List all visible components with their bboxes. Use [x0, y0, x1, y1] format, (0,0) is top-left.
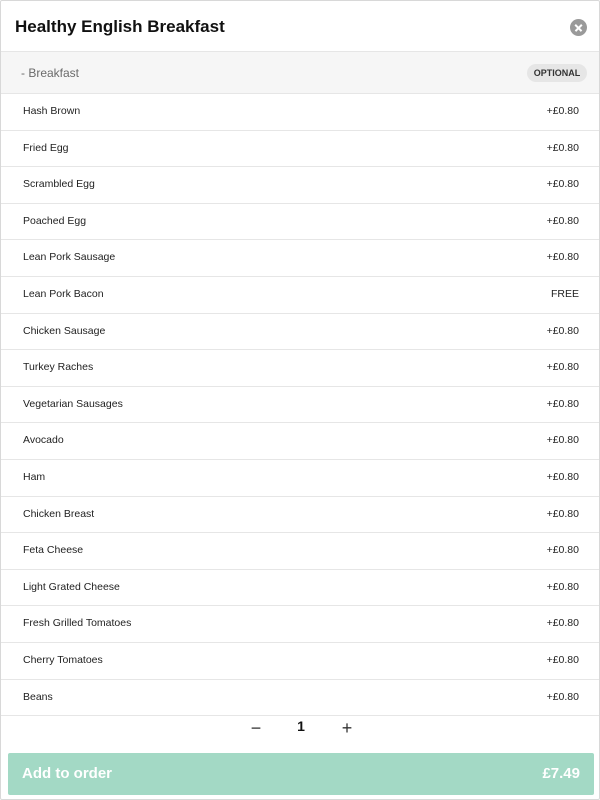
- order-total: £7.49: [542, 765, 580, 782]
- item-price: +£0.80: [546, 105, 579, 117]
- item-name: Fresh Grilled Tomatoes: [23, 617, 132, 630]
- item-name: Chicken Sausage: [23, 324, 106, 337]
- item-name: Poached Egg: [23, 214, 87, 227]
- item-name: Fried Egg: [23, 141, 69, 154]
- item-name: Beans: [23, 690, 53, 703]
- list-item[interactable]: [1, 460, 599, 497]
- item-name: Feta Cheese: [23, 544, 84, 557]
- item-price: +£0.80: [546, 251, 579, 264]
- list-item[interactable]: [1, 350, 599, 387]
- list-item[interactable]: [1, 240, 599, 277]
- list-item[interactable]: [1, 570, 599, 607]
- list-item[interactable]: [1, 167, 599, 204]
- item-name: Hash Brown: [23, 105, 81, 117]
- list-item[interactable]: [1, 643, 599, 680]
- item-name: Ham: [23, 470, 46, 483]
- list-item[interactable]: [1, 314, 599, 351]
- list-item[interactable]: [1, 387, 599, 424]
- item-name: Vegetarian Sausages: [23, 397, 123, 410]
- close-icon[interactable]: [570, 19, 587, 36]
- item-name: Scrambled Egg: [23, 178, 95, 191]
- item-price: +£0.80: [546, 361, 579, 374]
- decrement-button[interactable]: −: [250, 718, 262, 738]
- optional-badge: OPTIONAL: [527, 64, 587, 82]
- modal-header: [1, 1, 599, 52]
- item-name: Cherry Tomatoes: [23, 653, 103, 666]
- item-name: Lean Pork Sausage: [23, 251, 116, 264]
- item-price: +£0.80: [546, 507, 579, 520]
- item-price: +£0.80: [546, 178, 579, 191]
- list-item[interactable]: [1, 533, 599, 570]
- list-item[interactable]: [1, 680, 599, 717]
- item-price: +£0.80: [546, 617, 579, 630]
- page-title: Healthy English Breakfast: [15, 17, 225, 36]
- item-price: +£0.80: [546, 214, 579, 227]
- item-name: Avocado: [23, 434, 64, 447]
- list-item[interactable]: [1, 131, 599, 168]
- item-price: +£0.80: [546, 653, 579, 666]
- item-price: FREE: [550, 287, 579, 300]
- increment-button[interactable]: +: [341, 718, 353, 738]
- add-to-order-label: Add to order: [22, 765, 112, 782]
- item-price: +£0.80: [546, 580, 579, 593]
- item-price: +£0.80: [546, 324, 579, 337]
- item-name: Turkey Raches: [23, 361, 94, 374]
- list-item[interactable]: [1, 277, 599, 314]
- quantity-value: 1: [297, 718, 305, 734]
- section-header: [1, 52, 599, 94]
- quantity-stepper: [1, 712, 599, 744]
- item-name: Chicken Breast: [23, 507, 95, 520]
- list-item[interactable]: [1, 423, 599, 460]
- item-name: Light Grated Cheese: [23, 580, 120, 593]
- item-price: +£0.80: [546, 397, 579, 410]
- add-to-order-button[interactable]: [8, 753, 594, 795]
- list-item[interactable]: [1, 497, 599, 534]
- options-list: [1, 94, 599, 716]
- item-price: +£0.80: [546, 434, 579, 447]
- list-item[interactable]: [1, 94, 599, 131]
- section-title: - Breakfast: [21, 66, 80, 80]
- item-price: +£0.80: [546, 690, 579, 703]
- item-price: +£0.80: [546, 470, 579, 483]
- item-price: +£0.80: [546, 141, 579, 154]
- list-item[interactable]: [1, 606, 599, 643]
- list-item[interactable]: [1, 204, 599, 241]
- item-price: +£0.80: [546, 544, 579, 557]
- item-name: Lean Pork Bacon: [23, 287, 104, 300]
